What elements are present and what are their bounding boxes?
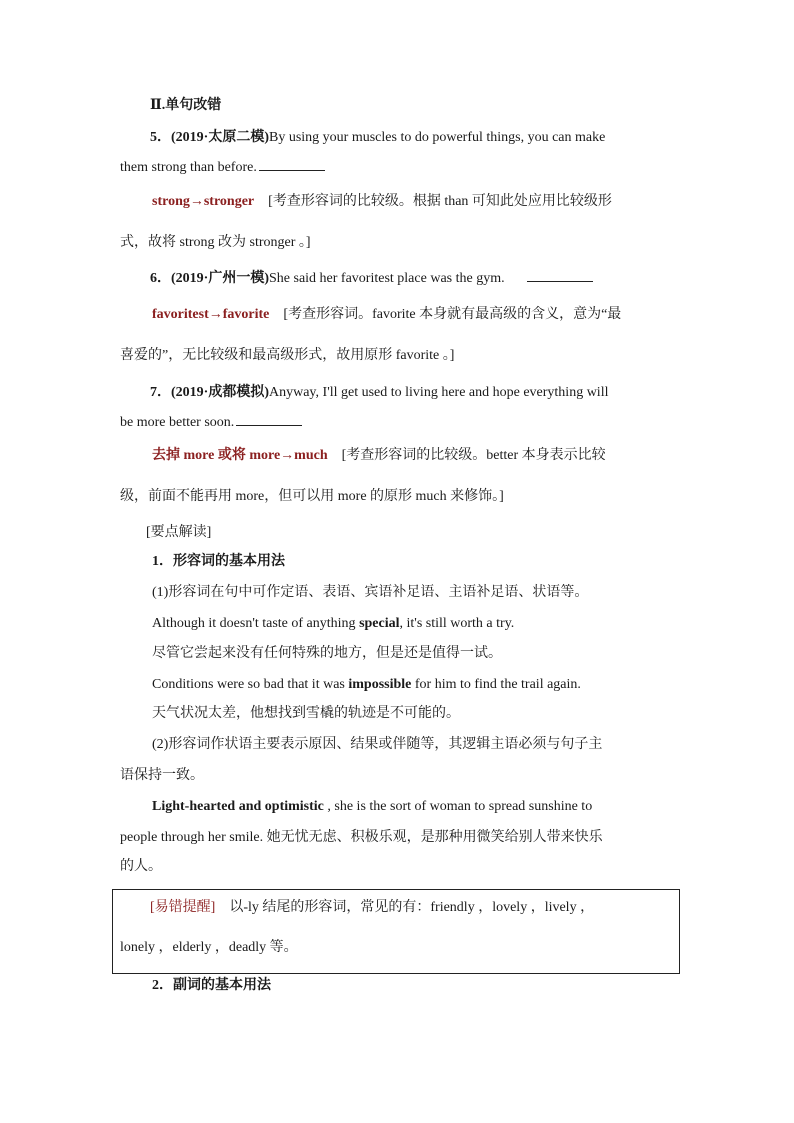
question-5-answer (152, 192, 612, 212)
question-7-text: Anyway, I'll get used to living here and hope everything will (269, 385, 609, 400)
question-7-answer (152, 446, 606, 466)
point-1-heading: 1．形容词的基本用法 (152, 554, 285, 569)
example-1-en: Although it doesn't taste of anything special, it's still worth a try. (152, 616, 515, 631)
example-2-cn: 天气状况太差，他想找到雪橇的轨迹是不可能的。 (152, 706, 460, 721)
answer-blank (259, 158, 325, 171)
highlighted-word: special (359, 616, 400, 631)
question-6-explanation-cont: 喜爱的”，无比较级和最高级形式，故用原形 favorite 。] (120, 348, 455, 363)
answer-explanation: [考查形容词。favorite 本身就有最高级的含义，意为“最 (283, 307, 622, 322)
example-2-en: Conditions were so bad that it was impossible for him to find the trail again. (152, 677, 581, 692)
question-5-source: (2019·太原二模) (171, 130, 269, 145)
example-3-line-1: Light-hearted and optimistic , she is the sort of woman to spread sunshine to (152, 799, 593, 814)
question-6-source: (2019·广州一模) (171, 271, 269, 286)
highlighted-phrase: Light-hearted and optimistic (152, 799, 324, 814)
example-1-cn: 尽管它尝起来没有任何特殊的地方，但是还是值得一试。 (152, 646, 502, 661)
example-3-line-3: 的人。 (120, 859, 162, 874)
point-1-sub-1: (1)形容词在句中可作定语、表语、宾语补足语、主语补足语、状语等。 (152, 585, 589, 600)
question-7-explanation-cont: 级，前面不能再用 more，但可以用 more 的原形 much 来修饰。] (120, 489, 504, 504)
highlighted-word: impossible (348, 677, 412, 692)
key-points-heading: [要点解读] (146, 525, 212, 540)
question-5-number: 5． (150, 130, 171, 145)
question-7-line-1 (150, 383, 608, 403)
question-6-number: 6． (150, 271, 171, 286)
answer-correction: 去掉 more 或将 more→much (152, 448, 328, 463)
point-1-sub-2: (2)形容词作状语主要表示原因、结果或伴随等，其逻辑主语必须与句子主 (152, 737, 603, 752)
answer-blank (236, 413, 302, 426)
question-5-line-2: them strong than before. (120, 158, 325, 178)
point-2-heading: 2．副词的基本用法 (152, 978, 271, 993)
point-1-sub-2-cont: 语保持一致。 (120, 768, 204, 783)
error-tip-line-1: [易错提醒] 以-ly 结尾的形容词，常见的有：friendly ，lovely ，lively ， (150, 900, 595, 915)
answer-explanation: [考查形容词的比较级。better 本身表示比较 (341, 448, 606, 463)
question-6-line-1 (150, 269, 593, 289)
question-5-line-1 (150, 128, 605, 148)
answer-correction: favoritest→favorite (152, 307, 270, 322)
answer-correction: strong→stronger (152, 194, 255, 209)
error-tip-label: [易错提醒] (150, 900, 216, 915)
answer-blank (527, 269, 593, 282)
question-7-source: (2019·成都模拟) (171, 385, 269, 400)
section-title: Ⅱ.单句改错 (150, 98, 222, 113)
error-tip-line-2: lonely ，elderly ，deadly 等。 (120, 940, 298, 955)
question-5-explanation-cont: 式，故将 strong 改为 stronger 。] (120, 235, 311, 250)
question-7-line-2: be more better soon. (120, 413, 302, 433)
question-6-answer (152, 305, 621, 325)
question-7-number: 7． (150, 385, 171, 400)
question-6-text: She said her favoritest place was the gym. (269, 271, 505, 286)
answer-explanation: [考查形容词的比较级。根据 than 可知此处应用比较级形 (268, 194, 612, 209)
question-5-text: By using your muscles to do powerful things, you can make (269, 130, 606, 145)
example-3-line-2: people through her smile. 她无忧无虑、积极乐观，是那种用微笑给别人带来快乐 (120, 830, 603, 845)
